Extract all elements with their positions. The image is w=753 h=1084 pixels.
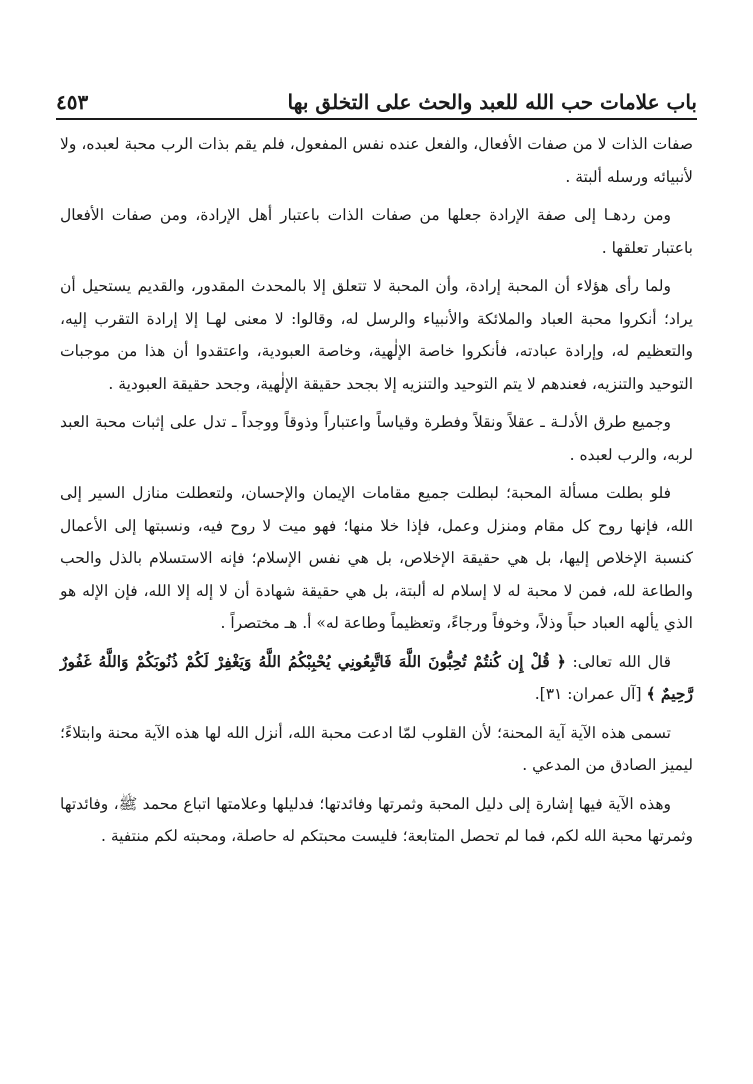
paragraph: وهذه الآية فيها إشارة إلى دليل المحبة وثمرتها وفائدتها؛ فدليلها وعلامتها اتباع محمد ﷺ، وفائدتها وثمرتها محبة الله لكم، فما لم تحصل المتابعة؛ فليست محبتكم له حاصلة، ومحبته لكم منتفية . [60,794,693,845]
paragraph: صفات الذات لا من صفات الأفعال، والفعل عنده نفس المفعول، فلم يقم بذات الرب محبة لعبده، ولا لأنبيائه ورسله ألبتة . [60,135,693,186]
page-number: ٤٥٣ [56,90,89,114]
paragraph: تسمى هذه الآية آية المحنة؛ لأن القلوب لمّا ادعت محبة الله، أنزل الله لها هذه الآية محنة وابتلاءً؛ ليميز الصادق من المدعي . [60,723,693,774]
paragraph: ولما رأى هؤلاء أن المحبة إرادة، وأن المحبة لا تتعلق إلا بالمحدث المقدور، والقديم يستحيل أن يراد؛ أنكروا محبة العباد والملائكة والأنبياء والرسل له، وقالوا: لا معنى لهـا إلا إرادة التقرب إليه، والتعظيم له، وإرادة عبادته، فأنكروا خاصة الإلٰهية، وخاصة العبودية، واعتقدوا أن هذا من موجبات التوحيد والتنزيه، فعندهم لا يتم التوحيد والتنزيه إلا بجحد حقيقة الإلٰهية، وجحد حقيقة العبودية . [60,277,694,393]
verse-reference: [آل عمران: ٣١]. [534,685,642,703]
paragraph: ومن ردهـا إلى صفة الإرادة جعلها من صفات الذات باعتبار أهل الإرادة، ومن صفات الأفعال باعتبار تعلقها . [60,206,693,257]
paragraph: وجميع طرق الأدلـة ـ عقلاً ونقلاً وفطرة وقياساً واعتباراً وذوقاً ووجداً ـ تدل على إثبات محبة العبد لربه، والرب لعبده . [60,413,693,464]
paragraph: فلو بطلت مسألة المحبة؛ لبطلت جميع مقامات الإيمان والإحسان، ولتعطلت منازل السير إلى الله، فإنها روح كل مقام ومنزل وعمل، فإذا خلا منها؛ فهو ميت لا روح فيه، ونسبتها إلى الأعمال كنسبة الإخلاص إليها، بل هي حقيقة الإخلاص، بل هي نفس الإسلام؛ فإنه الاستسلام بالذل والحب والطاعة لله، فمن لا محبة له لا إسلام له ألبتة، بل هي حقيقة شهادة أن لا إله إلا الله، فإن الإله هو الذي يألهه العباد حباً وذلاً، وخوفاً ورجاءً، وتعظيماً وطاعة له» أ. هـ مختصراً . [60,484,693,632]
verse-intro: قال الله تعالى: [572,652,671,671]
page-header [56,84,697,120]
quran-verse [60,646,693,711]
page-body [60,128,693,1044]
verse-text: ﴿ قُلْ إِن كُنتُمْ تُحِبُّونَ اللَّهَ فَاتَّبِعُونِي يُحْبِبْكُمُ اللَّهُ وَيَغْفِرْ لَكُمْ ذُنُوبَكُمْ وَاللَّهُ غَفُورٌ رَّحِيمٌ ﴾ [60,651,693,703]
chapter-title: باب علامات حب الله للعبد والحث على التخلق بها [287,90,697,114]
